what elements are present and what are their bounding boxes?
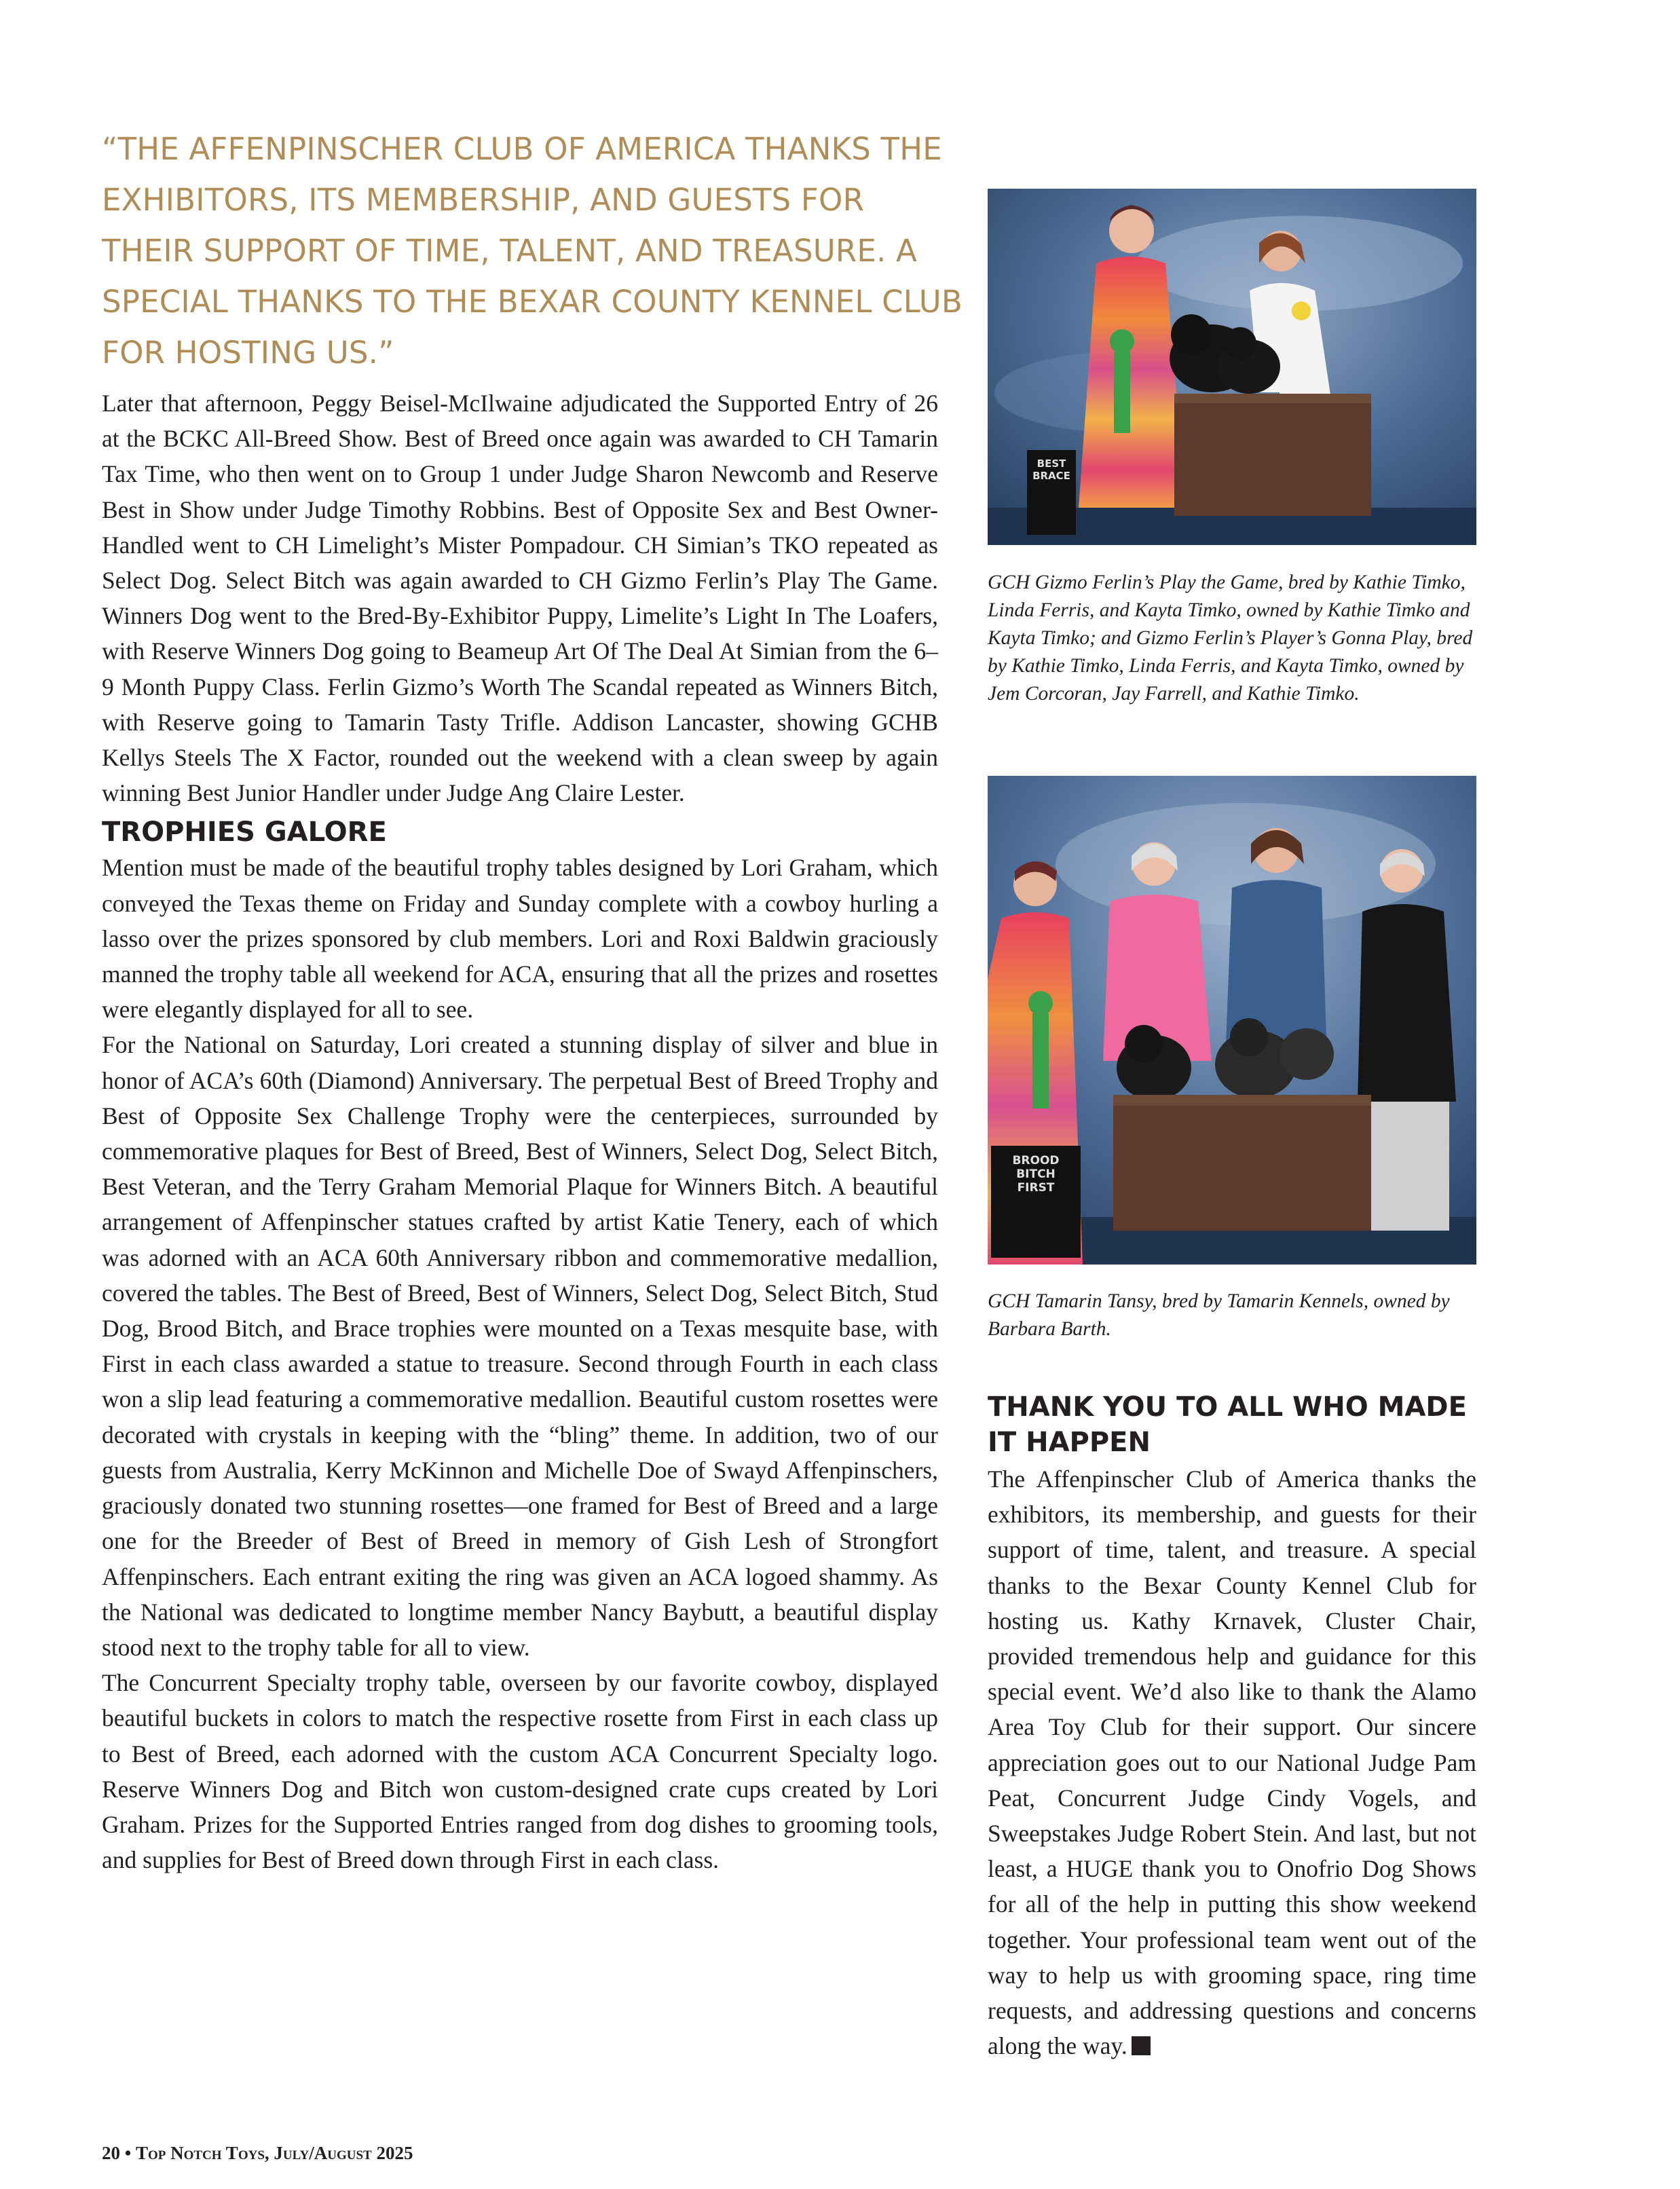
sign-text-best: BEST [1037,457,1066,470]
body-paragraph-trophy-tables: Mention must be made of the beautiful trophy tables designed by Lori Graham, which conveyed the Texas theme on Friday and Sunday complete with a cowboy hurling a lasso over the prizes sponsored by club members. Lori and Roxi Baldwin graciously manned the trophy table all weekend for ACA, ensuring that all the prizes and rosettes were elegantly displayed for all to see. [102,854,938,1024]
body-paragraph-results: Later that afternoon, Peggy Beisel-McIlwaine adjudicated the Supported Entry of 26 at the BCKC All-Breed Show. Best of Breed once again was awarded to CH Tamarin Tax Time, who then went on to Group 1 under Judge Sharon Newcomb and Reserve Best in Show under Judge Timothy Robbins. Best of Opposite Sex and Best Owner-Handled went to CH Limelight’s Mister Pompadour. CH Simian’s TKO repeated as Select Dog. Select Bitch was again awarded to CH Gizmo Ferlin’s Play The Game. Winners Dog went to the Bred-By-Exhibitor Puppy, Limelite’s Light In The Loafers, with Reserve Winners Dog going to Beameup Art Of The Deal At Simian from the 6–9 Month Puppy Class. Ferlin Gizmo’s Worth The Scandal repeated as Winners Bitch, with Reserve going to Tamarin Tasty Trifle. Addison Lancaster, showing GCHB Kellys Steels The X Factor, rounded out the weekend with a clean sweep by again winning Best Junior Handler under Judge Ang Claire Lester. [102,390,938,807]
pull-quote: “THE AFFENPINSCHER CLUB OF AMERICA THANKS THE EXHIBITORS, ITS MEMBERSHIP, AND GUESTS FOR THEIR SUPPORT OF TIME, TALENT, AND TREASURE. A SPECIAL THANKS TO THE BEXAR COUNTY KENNEL CLUB FOR HOSTING US.” [102,131,963,371]
sign-text-brood: BROOD [1012,1154,1060,1167]
sign-text-bitch: BITCH [1016,1167,1056,1181]
publication-name: Top Notch Toys, July/August 2025 [135,2143,413,2163]
heading-trophies-galore: TROPHIES GALORE [102,817,387,848]
photo-caption-brood-bitch: GCH Tamarin Tansy, bred by Tamarin Kennels, owned by Barbara Barth. [988,1290,1450,1340]
page-footer [102,2143,413,2164]
heading-thank-you: THANK YOU TO ALL WHO MADE IT HAPPEN [988,1391,1467,1458]
thanks-text: The Affenpinscher Club of America thanks the exhibitors, its membership, and guests for their support of time, talent, and treasure. A special thanks to the Bexar County Kennel Club for hosting us. Kathy Krnavek, Cluster Chair, provided tremendous help and guidance for this special event. We’d also like to thank the Alamo Area Toy Club for their support. Our sincere appreciation goes out to our National Judge Pam Peat, Concurrent Judge Cindy Vogels, and Sweepstakes Judge Robert Stein. And last, but not least, a HUGE thank you to Onofrio Dog Shows for all of the help in putting this show weekend together. Your professional team went out of the way to help us with grooming space, ring time requests, and addressing questions and concerns along the way. [988,1465,1476,2060]
photo-best-brace [988,189,1476,545]
footer-separator: • [124,2143,132,2163]
body-paragraph-thanks [988,1461,1476,2063]
sign-text-first: FIRST [1017,1181,1055,1195]
photo-brood-bitch [988,776,1476,1265]
left-column [102,386,938,1877]
caption-block-1 [988,569,1476,708]
right-column-thanks [988,1389,1476,2063]
sign-text-brace: BRACE [1032,470,1070,482]
page-number: 20 [102,2143,120,2163]
photo-caption-best-brace: GCH Gizmo Ferlin’s Play the Game, bred by Kathie Timko, Linda Ferris, and Kayta Timko, owned by Kathie Timko and Kayta Timko; and Gizmo Ferlin’s Player’s Gonna Play, bred by Kathie Timko, Linda Ferris, and Kayta Timko, owned by Jem Corcoran, Jay Farrell, and Kathie Timko. [988,572,1473,705]
end-of-article-mark [1132,2036,1151,2055]
body-paragraph-concurrent-specialty: The Concurrent Specialty trophy table, overseen by our favorite cowboy, displayed beautiful buckets in colors to match the respective rosette from First in each class up to Best of Breed, each adorned with the custom ACA Concurrent Specialty logo. Reserve Winners Dog and Bitch won custom-designed crate cups created by Lori Graham. Prizes for the Supported Entries ranged from dog dishes to grooming tools, and supplies for Best of Breed down through First in each class. [102,1669,938,1874]
caption-block-2 [988,1288,1476,1343]
body-paragraph-national-display: For the National on Saturday, Lori created a stunning display of silver and blue in honor of ACA’s 60th (Diamond) Anniversary. The perpetual Best of Breed Trophy and Best of Opposite Sex Challenge Trophy were the centerpieces, surrounded by commemorative plaques for Best of Breed, Best of Winners, Select Dog, Select Bitch, Best Veteran, and the Terry Graham Memorial Plaque for Winners Bitch. A beautiful arrangement of Affenpinscher statues crafted by artist Katie Tenery, each of which was adorned with an ACA 60th Anniversary ribbon and commemorative medallion, covered the tables. The Best of Breed, Best of Winners, Select Dog, Select Bitch, Stud Dog, Brood Bitch, and Brace trophies were mounted on a Texas mesquite base, with First in each class awarded a statue to treasure. Second through Fourth in each class won a slip lead featuring a commemorative medallion. Beautiful custom rosettes were decorated with crystals in keeping with the “bling” theme. In addition, two of our guests from Australia, Kerry McKinnon and Michelle Doe of Swayd Affenpinschers, graciously donated two stunning rosettes—one framed for Best of Breed and a large one for the Breeder of Best of Breed in memory of Gish Lesh of Strongfort Affenpinschers. Each entrant exiting the ring was given an ACA logoed shammy. As the National was dedicated to longtime member Nancy Baybutt, a beautiful display stood next to the trophy table for all to view. [102,1031,938,1661]
